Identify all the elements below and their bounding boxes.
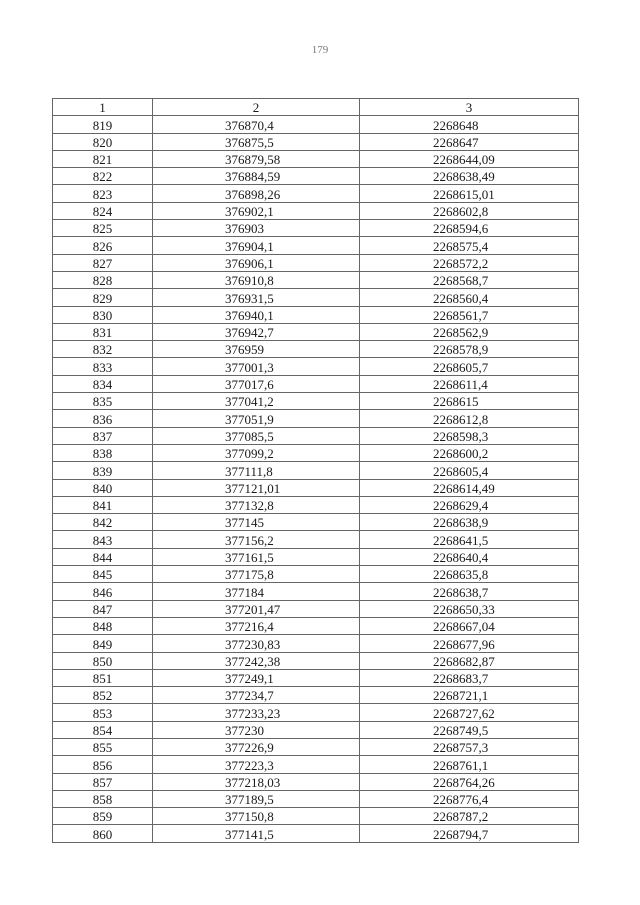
table-row xyxy=(53,462,579,479)
point-number-cell: 856 xyxy=(53,756,153,773)
table-row xyxy=(53,687,579,704)
page-number: 179 xyxy=(311,44,329,56)
point-number-cell: 853 xyxy=(53,704,153,721)
table-row xyxy=(53,566,579,583)
y-coordinate-cell: 2268635,8 xyxy=(360,566,579,583)
x-coordinate-cell: 376879,58 xyxy=(153,150,360,167)
point-number-cell: 824 xyxy=(53,202,153,219)
x-coordinate-cell: 376906,1 xyxy=(153,254,360,271)
y-coordinate-cell: 2268560,4 xyxy=(360,289,579,306)
x-coordinate-cell: 376902,1 xyxy=(153,202,360,219)
table-row xyxy=(53,133,579,150)
x-coordinate-cell: 377189,5 xyxy=(153,790,360,807)
y-coordinate-cell: 2268721,1 xyxy=(360,687,579,704)
point-number-cell: 848 xyxy=(53,617,153,634)
point-number-cell: 855 xyxy=(53,738,153,755)
y-coordinate-cell: 2268614,49 xyxy=(360,479,579,496)
x-coordinate-cell: 376875,5 xyxy=(153,133,360,150)
point-number-cell: 831 xyxy=(53,323,153,340)
point-number-cell: 859 xyxy=(53,808,153,825)
table-row xyxy=(53,669,579,686)
point-number-cell: 854 xyxy=(53,721,153,738)
x-coordinate-cell: 377242,38 xyxy=(153,652,360,669)
point-number-cell: 847 xyxy=(53,600,153,617)
point-number-cell: 827 xyxy=(53,254,153,271)
x-coordinate-cell: 377230 xyxy=(153,721,360,738)
table-row xyxy=(53,237,579,254)
y-coordinate-cell: 2268677,96 xyxy=(360,635,579,652)
table-row xyxy=(53,704,579,721)
point-number-cell: 845 xyxy=(53,566,153,583)
point-number-cell: 832 xyxy=(53,341,153,358)
point-number-cell: 837 xyxy=(53,427,153,444)
x-coordinate-cell: 376910,8 xyxy=(153,271,360,288)
point-number-cell: 851 xyxy=(53,669,153,686)
x-coordinate-cell: 376884,59 xyxy=(153,168,360,185)
table-row xyxy=(53,323,579,340)
point-number-cell: 858 xyxy=(53,790,153,807)
point-number-cell: 846 xyxy=(53,583,153,600)
x-coordinate-cell: 377099,2 xyxy=(153,444,360,461)
x-coordinate-cell: 377233,23 xyxy=(153,704,360,721)
y-coordinate-cell: 2268787,2 xyxy=(360,808,579,825)
table-row xyxy=(53,756,579,773)
y-coordinate-cell: 2268638,7 xyxy=(360,583,579,600)
point-number-cell: 830 xyxy=(53,306,153,323)
point-number-cell: 821 xyxy=(53,150,153,167)
x-coordinate-cell: 377121,01 xyxy=(153,479,360,496)
table-row xyxy=(53,514,579,531)
point-number-cell: 836 xyxy=(53,410,153,427)
table-row xyxy=(53,773,579,790)
y-coordinate-cell: 2268794,7 xyxy=(360,825,579,842)
x-coordinate-cell: 377234,7 xyxy=(153,687,360,704)
point-number-cell: 823 xyxy=(53,185,153,202)
x-coordinate-cell: 377111,8 xyxy=(153,462,360,479)
y-coordinate-cell: 2268575,4 xyxy=(360,237,579,254)
y-coordinate-cell: 2268605,4 xyxy=(360,462,579,479)
table-row xyxy=(53,548,579,565)
x-coordinate-cell: 377226,9 xyxy=(153,738,360,755)
x-coordinate-cell: 377216,4 xyxy=(153,617,360,634)
y-coordinate-cell: 2268561,7 xyxy=(360,306,579,323)
column-header-3: 3 xyxy=(360,99,579,116)
y-coordinate-cell: 2268682,87 xyxy=(360,652,579,669)
table-row xyxy=(53,479,579,496)
table-row xyxy=(53,652,579,669)
table-row xyxy=(53,116,579,133)
y-coordinate-cell: 2268644,09 xyxy=(360,150,579,167)
x-coordinate-cell: 377085,5 xyxy=(153,427,360,444)
table-row xyxy=(53,410,579,427)
y-coordinate-cell: 2268640,4 xyxy=(360,548,579,565)
table-row xyxy=(53,375,579,392)
x-coordinate-cell: 377141,5 xyxy=(153,825,360,842)
x-coordinate-cell: 377161,5 xyxy=(153,548,360,565)
x-coordinate-cell: 376940,1 xyxy=(153,306,360,323)
table-row xyxy=(53,583,579,600)
y-coordinate-cell: 2268602,8 xyxy=(360,202,579,219)
point-number-cell: 843 xyxy=(53,531,153,548)
table-row xyxy=(53,306,579,323)
y-coordinate-cell: 2268605,7 xyxy=(360,358,579,375)
x-coordinate-cell: 377201,47 xyxy=(153,600,360,617)
y-coordinate-cell: 2268749,5 xyxy=(360,721,579,738)
y-coordinate-cell: 2268683,7 xyxy=(360,669,579,686)
y-coordinate-cell: 2268647 xyxy=(360,133,579,150)
table-row xyxy=(53,202,579,219)
point-number-cell: 825 xyxy=(53,220,153,237)
table-row xyxy=(53,721,579,738)
point-number-cell: 857 xyxy=(53,773,153,790)
point-number-cell: 820 xyxy=(53,133,153,150)
x-coordinate-cell: 376931,5 xyxy=(153,289,360,306)
point-number-cell: 852 xyxy=(53,687,153,704)
x-coordinate-cell: 377051,9 xyxy=(153,410,360,427)
point-number-cell: 850 xyxy=(53,652,153,669)
point-number-cell: 860 xyxy=(53,825,153,842)
x-coordinate-cell: 376942,7 xyxy=(153,323,360,340)
table-row xyxy=(53,185,579,202)
x-coordinate-cell: 376898,26 xyxy=(153,185,360,202)
y-coordinate-cell: 2268600,2 xyxy=(360,444,579,461)
y-coordinate-cell: 2268615 xyxy=(360,393,579,410)
table-row xyxy=(53,808,579,825)
point-number-cell: 842 xyxy=(53,514,153,531)
y-coordinate-cell: 2268572,2 xyxy=(360,254,579,271)
table-row xyxy=(53,393,579,410)
table-header-row xyxy=(53,99,579,116)
table-row xyxy=(53,427,579,444)
x-coordinate-cell: 377218,03 xyxy=(153,773,360,790)
x-coordinate-cell: 377145 xyxy=(153,514,360,531)
x-coordinate-cell: 377230,83 xyxy=(153,635,360,652)
y-coordinate-cell: 2268629,4 xyxy=(360,496,579,513)
point-number-cell: 819 xyxy=(53,116,153,133)
table-body xyxy=(53,116,579,842)
y-coordinate-cell: 2268761,1 xyxy=(360,756,579,773)
y-coordinate-cell: 2268648 xyxy=(360,116,579,133)
point-number-cell: 829 xyxy=(53,289,153,306)
point-number-cell: 833 xyxy=(53,358,153,375)
y-coordinate-cell: 2268598,3 xyxy=(360,427,579,444)
table-row xyxy=(53,220,579,237)
y-coordinate-cell: 2268578,9 xyxy=(360,341,579,358)
table-row xyxy=(53,496,579,513)
point-number-cell: 841 xyxy=(53,496,153,513)
point-number-cell: 826 xyxy=(53,237,153,254)
table-row xyxy=(53,444,579,461)
y-coordinate-cell: 2268757,3 xyxy=(360,738,579,755)
y-coordinate-cell: 2268727,62 xyxy=(360,704,579,721)
table-row xyxy=(53,168,579,185)
x-coordinate-cell: 376903 xyxy=(153,220,360,237)
table-row xyxy=(53,271,579,288)
y-coordinate-cell: 2268568,7 xyxy=(360,271,579,288)
y-coordinate-cell: 2268615,01 xyxy=(360,185,579,202)
y-coordinate-cell: 2268611,4 xyxy=(360,375,579,392)
x-coordinate-cell: 377041,2 xyxy=(153,393,360,410)
coordinates-table xyxy=(52,98,579,843)
table-row xyxy=(53,738,579,755)
column-header-2: 2 xyxy=(153,99,360,116)
point-number-cell: 835 xyxy=(53,393,153,410)
table-row xyxy=(53,635,579,652)
column-header-1: 1 xyxy=(53,99,153,116)
table-row xyxy=(53,825,579,842)
y-coordinate-cell: 2268641,5 xyxy=(360,531,579,548)
x-coordinate-cell: 377249,1 xyxy=(153,669,360,686)
point-number-cell: 838 xyxy=(53,444,153,461)
point-number-cell: 834 xyxy=(53,375,153,392)
y-coordinate-cell: 2268612,8 xyxy=(360,410,579,427)
y-coordinate-cell: 2268667,04 xyxy=(360,617,579,634)
table-row xyxy=(53,254,579,271)
table-row xyxy=(53,790,579,807)
x-coordinate-cell: 377175,8 xyxy=(153,566,360,583)
y-coordinate-cell: 2268638,9 xyxy=(360,514,579,531)
x-coordinate-cell: 377132,8 xyxy=(153,496,360,513)
x-coordinate-cell: 377184 xyxy=(153,583,360,600)
table-row xyxy=(53,289,579,306)
x-coordinate-cell: 376959 xyxy=(153,341,360,358)
y-coordinate-cell: 2268594,6 xyxy=(360,220,579,237)
point-number-cell: 844 xyxy=(53,548,153,565)
x-coordinate-cell: 376870,4 xyxy=(153,116,360,133)
x-coordinate-cell: 377150,8 xyxy=(153,808,360,825)
table-row xyxy=(53,358,579,375)
y-coordinate-cell: 2268650,33 xyxy=(360,600,579,617)
table-row xyxy=(53,600,579,617)
point-number-cell: 839 xyxy=(53,462,153,479)
point-number-cell: 849 xyxy=(53,635,153,652)
table-row xyxy=(53,341,579,358)
table-row xyxy=(53,617,579,634)
x-coordinate-cell: 377156,2 xyxy=(153,531,360,548)
x-coordinate-cell: 377017,6 xyxy=(153,375,360,392)
x-coordinate-cell: 377223,3 xyxy=(153,756,360,773)
x-coordinate-cell: 377001,3 xyxy=(153,358,360,375)
table-row xyxy=(53,150,579,167)
point-number-cell: 828 xyxy=(53,271,153,288)
table-row xyxy=(53,531,579,548)
y-coordinate-cell: 2268638,49 xyxy=(360,168,579,185)
y-coordinate-cell: 2268776,4 xyxy=(360,790,579,807)
point-number-cell: 822 xyxy=(53,168,153,185)
y-coordinate-cell: 2268562,9 xyxy=(360,323,579,340)
point-number-cell: 840 xyxy=(53,479,153,496)
y-coordinate-cell: 2268764,26 xyxy=(360,773,579,790)
x-coordinate-cell: 376904,1 xyxy=(153,237,360,254)
